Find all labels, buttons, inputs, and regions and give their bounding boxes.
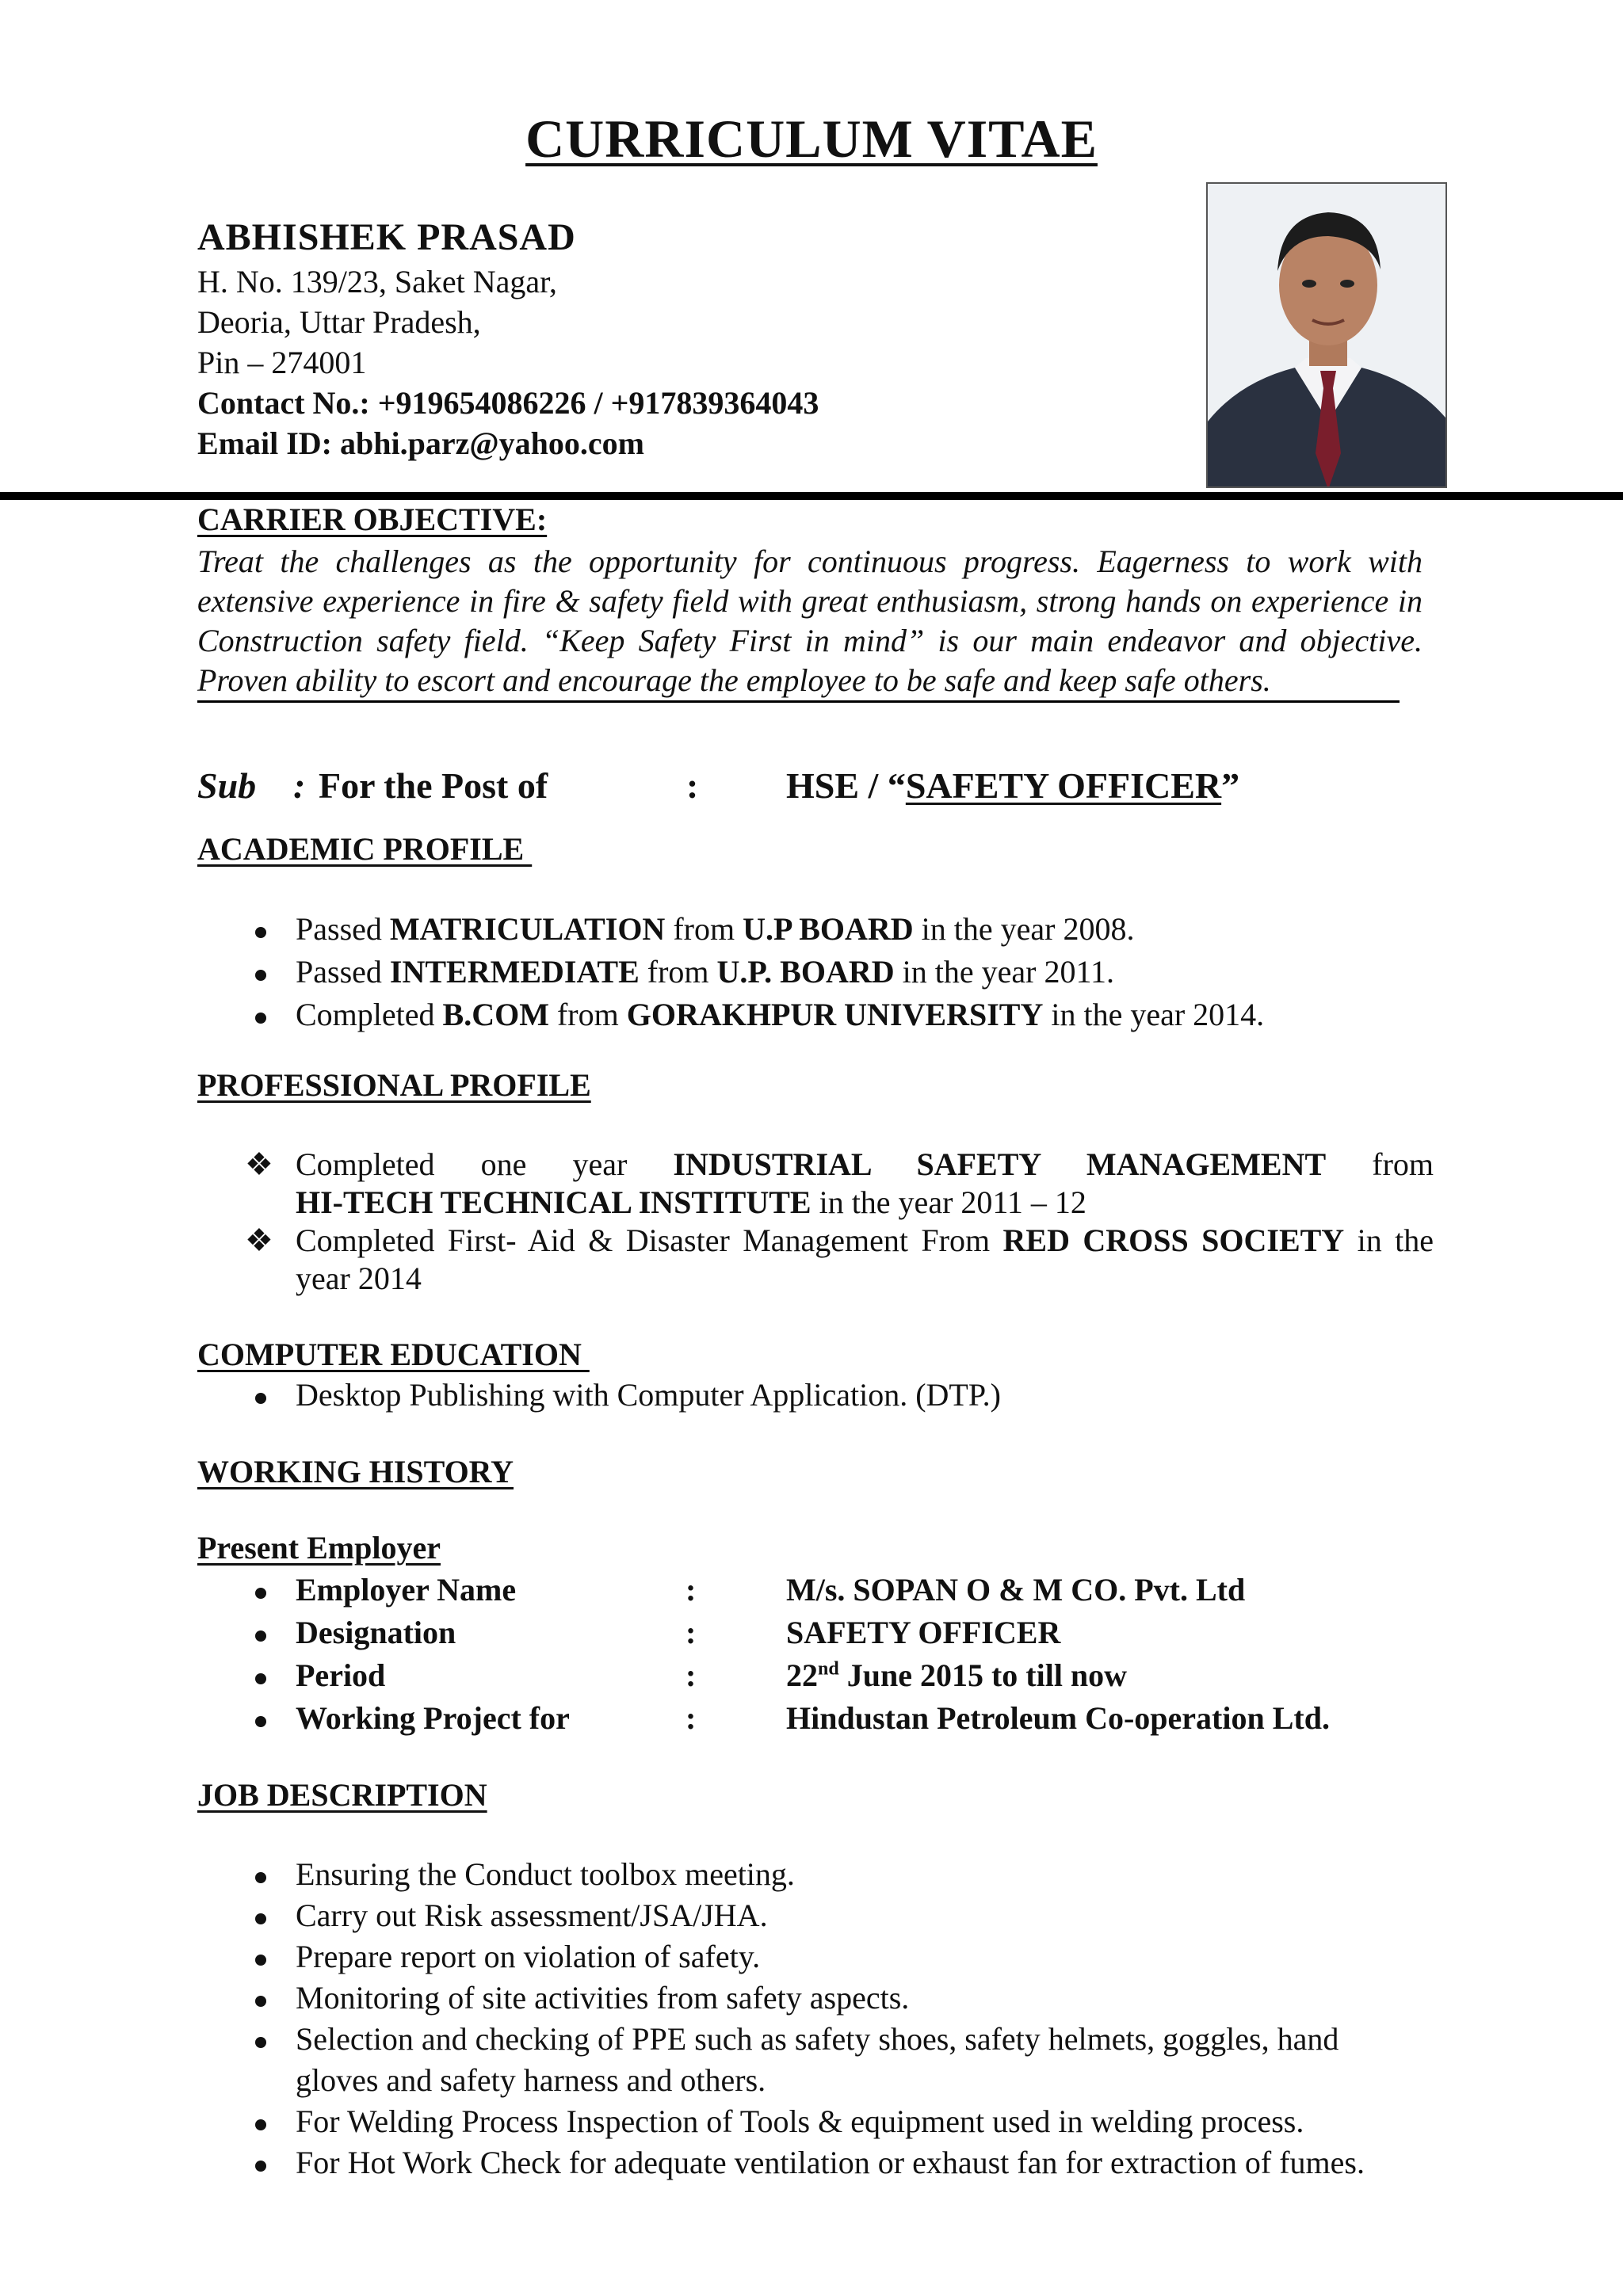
list-item: Carry out Risk assessment/JSA/JHA. [197,1895,1418,1936]
bullet-icon [245,2019,277,2060]
bullet-icon [245,1374,277,1417]
present-employer-heading: Present Employer [197,1530,441,1566]
job-heading: JOB DESCRIPTION [197,1777,487,1813]
bullet-icon [245,1854,277,1895]
project-row: Working Project for : Hindustan Petroleum Co-operation Ltd. [197,1697,1434,1740]
objective-divider [197,700,1400,703]
bullet-icon [245,1978,277,2019]
post-applied: HSE / “SAFETY OFFICER” [786,765,1240,806]
bullet-icon [245,2101,277,2142]
list-item: ❖ Completed First- Aid & Disaster Management From RED CROSS SOCIETY in the year 2014 [245,1222,1434,1296]
bullet-icon [245,1569,277,1611]
professional-list [197,1146,1434,1298]
bullet-icon [245,951,277,994]
list-item: Selection and checking of PPE such as safety shoes, safety helmets, goggles, hand gloves and safety harness and others. [197,2019,1418,2101]
bullet-icon [245,1895,277,1936]
bullet-icon [245,1697,277,1740]
objective-text: Treat the challenges as the opportunity for continuous progress. Eagerness to work with extensive experience in fire & safety field with great enthusiasm, strong hands on experience in Construction safety field. “Keep Safety First in mind” is our main endeavor and objective. Proven ability to escort and encourage the employee to be safe and keep safe others. [197,543,1423,698]
post-title: SAFETY OFFICER [905,765,1222,806]
list-item: Completed B.COM from GORAKHPUR UNIVERSITY in the year 2014. [197,994,1434,1036]
working-heading: WORKING HISTORY [197,1454,514,1489]
list-item: Desktop Publishing with Computer Application. (DTP.) [197,1374,1434,1417]
computer-heading: COMPUTER EDUCATION [197,1337,590,1372]
list-item: Passed MATRICULATION from U.P BOARD in the year 2008. [197,908,1434,951]
list-item: For Hot Work Check for adequate ventilation or exhaust fan for extraction of fumes. [197,2142,1418,2183]
contact-number: Contact No.: +919654086226 / +917839364043 [197,385,819,421]
address-line: Deoria, Uttar Pradesh, [197,304,481,340]
post-colon: : [686,765,699,806]
subject-colon: : [293,765,306,806]
diamond-bullet-icon: ❖ [245,1146,273,1182]
candidate-name: ABHISHEK PRASAD [197,216,576,258]
bullet-icon [245,1936,277,1978]
page-title: CURRICULUM VITAE [525,109,1098,169]
post-label: For the Post of [319,765,548,806]
employer-name-row: Employer Name : M/s. SOPAN O & M CO. Pvt. Ltd [197,1569,1434,1611]
designation-row: Designation : SAFETY OFFICER [197,1611,1434,1654]
subject-label: Sub [197,765,257,806]
period-row: Period : 22nd June 2015 to till now [197,1654,1434,1697]
bullet-icon [245,2142,277,2183]
bullet-icon [245,1654,277,1697]
list-item: For Welding Process Inspection of Tools & equipment used in welding process. [197,2101,1418,2142]
list-item: Monitoring of site activities from safety aspects. [197,1978,1418,2019]
list-item: Passed INTERMEDIATE from U.P. BOARD in the year 2011. [197,951,1434,994]
academic-list [197,908,1434,1036]
address-line: H. No. 139/23, Saket Nagar, [197,264,557,299]
academic-heading: ACADEMIC PROFILE [197,831,533,867]
address-line: Pin – 274001 [197,345,367,380]
professional-heading: PROFESSIONAL PROFILE [197,1067,591,1103]
job-list [197,1854,1418,2183]
profile-photo [1206,182,1447,488]
email-id: Email ID: abhi.parz@yahoo.com [197,425,644,461]
bullet-icon [245,908,277,951]
list-item: Ensuring the Conduct toolbox meeting. [197,1854,1418,1895]
employer-details [197,1569,1434,1740]
bullet-icon [245,1611,277,1654]
objective-heading: CARRIER OBJECTIVE: [197,502,548,537]
list-item: ❖ Completed one year INDUSTRIAL SAFETY MANAGEMENT from HI-TECH TECHNICAL INSTITUTE in the year 2011 – 12 [245,1146,1434,1220]
computer-list [197,1374,1434,1417]
list-item: Prepare report on violation of safety. [197,1936,1418,1978]
header-divider [0,492,1623,500]
bullet-icon [245,994,277,1036]
contact-header [197,214,1148,463]
diamond-bullet-icon: ❖ [245,1222,273,1258]
